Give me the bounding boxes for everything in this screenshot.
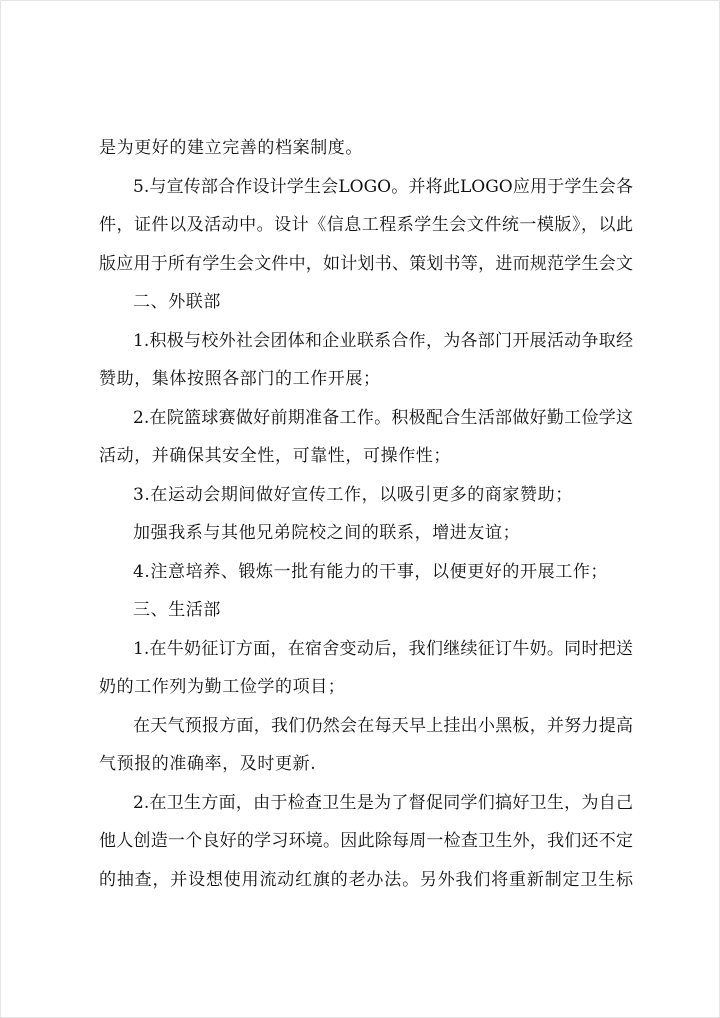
text-line: 活动，并确保其安全性，可靠性，可操作性； xyxy=(99,446,451,466)
text-line: 奶的工作列为勤工俭学的项目； xyxy=(99,677,346,697)
text-line: 1.积极与校外社会团体和企业联系合作，为各部门开展活动争取经 xyxy=(133,330,633,351)
section-heading: 三、生活部 xyxy=(133,600,221,620)
document-body xyxy=(99,129,633,899)
text-line: 件，证件以及活动中。设计《信息工程系学生会文件统一模版》，以此 xyxy=(99,215,633,235)
text-line: 的抽查，并设想使用流动红旗的老办法。另外我们将重新制定卫生标 xyxy=(99,869,633,890)
text-line: 1.在牛奶征订方面，在宿舍变动后，我们继续征订牛奶。同时把送 xyxy=(133,638,633,659)
text-line: 2.在院篮球赛做好前期准备工作。积极配合生活部做好勤工俭学这 xyxy=(133,407,633,428)
text-line: 在天气预报方面，我们仍然会在每天早上挂出小黑板，并努力提高 xyxy=(133,715,633,736)
text-line: 赞助，集体按照各部门的工作开展； xyxy=(99,369,381,389)
text-line: 4.注意培养、锻炼一批有能力的干事，以便更好的开展工作； xyxy=(133,561,609,582)
text-line: 5.与宣传部合作设计学生会LOGO。并将此LOGO应用于学生会各 xyxy=(133,176,633,197)
text-line: 版应用于所有学生会文件中，如计划书、策划书等，进而规范学生会文 xyxy=(99,253,633,274)
text-line: 加强我系与其他兄弟院校之间的联系，增进友谊； xyxy=(133,523,521,543)
section-heading: 二、外联部 xyxy=(133,292,221,312)
text-line: 是为更好的建立完善的档案制度。 xyxy=(99,138,363,158)
text-line: 2.在卫生方面，由于检查卫生是为了督促同学们搞好卫生，为自己 xyxy=(133,792,633,813)
text-line: 3.在运动会期间做好宣传工作，以吸引更多的商家赞助； xyxy=(133,484,573,505)
text-line: 他人创造一个良好的学习环境。因此除每周一检查卫生外，我们还不定 xyxy=(99,831,633,851)
text-line: 气预报的准确率，及时更新. xyxy=(99,754,317,774)
